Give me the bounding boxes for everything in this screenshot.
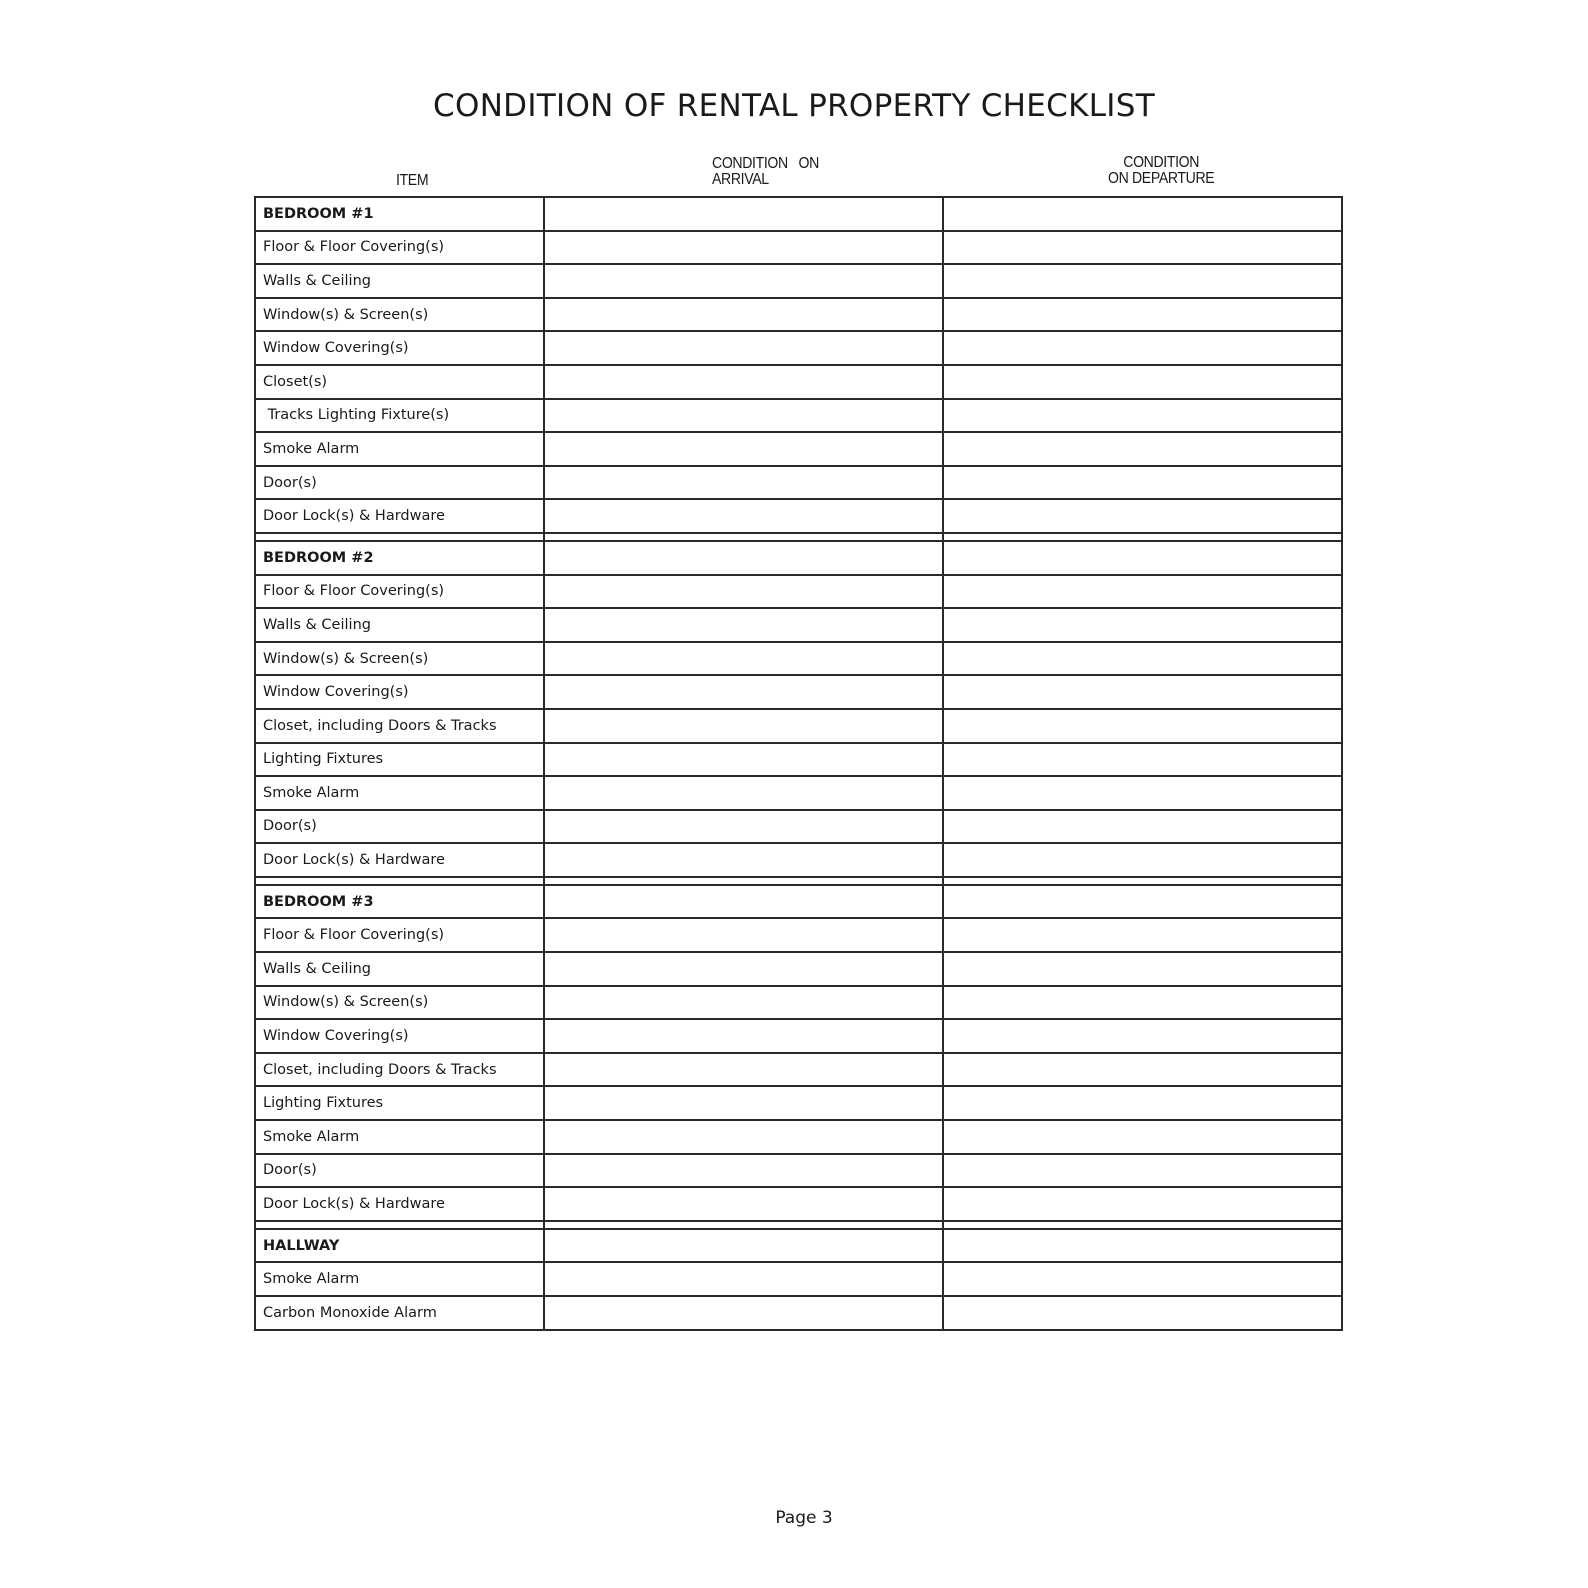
departure-cell[interactable] [943,499,1342,533]
table-row [255,986,1342,1020]
table-row [255,298,1342,332]
table-row [255,575,1342,609]
table-row [255,1154,1342,1188]
table-row [255,843,1342,877]
departure-cell[interactable] [943,1187,1342,1221]
table-row [255,1187,1342,1221]
item-label: Window(s) & Screen(s) [255,986,544,1020]
item-label: Closet, including Doors & Tracks [255,709,544,743]
arrival-cell[interactable] [544,918,943,952]
departure-cell[interactable] [943,709,1342,743]
table-row [255,466,1342,500]
divider-cell [544,877,943,885]
arrival-cell[interactable] [544,1120,943,1154]
arrival-cell[interactable] [544,952,943,986]
departure-cell[interactable] [943,466,1342,500]
item-label: Door(s) [255,810,544,844]
departure-cell[interactable] [943,399,1342,433]
table-row [255,1262,1342,1296]
table-row [255,608,1342,642]
section-divider [255,877,1342,885]
divider-cell [544,533,943,541]
departure-cell[interactable] [943,575,1342,609]
arrival-cell[interactable] [544,776,943,810]
section-heading-row [255,541,1342,575]
item-label: Window Covering(s) [255,1019,544,1053]
divider-cell [255,1221,544,1229]
column-header-arrival-line2: ARRIVAL [712,171,769,188]
departure-cell[interactable] [943,885,1342,919]
item-label: Window(s) & Screen(s) [255,642,544,676]
table-row [255,1296,1342,1330]
section-heading-row [255,197,1342,231]
departure-cell[interactable] [943,1154,1342,1188]
arrival-cell[interactable] [544,365,943,399]
arrival-cell[interactable] [544,986,943,1020]
departure-cell[interactable] [943,1262,1342,1296]
table-row [255,675,1342,709]
item-label: Lighting Fixtures [255,743,544,777]
table-row [255,264,1342,298]
departure-cell[interactable] [943,197,1342,231]
divider-cell [544,1221,943,1229]
table-row [255,776,1342,810]
arrival-cell[interactable] [544,231,943,265]
departure-cell[interactable] [943,1296,1342,1330]
item-label: Window Covering(s) [255,331,544,365]
departure-cell[interactable] [943,1053,1342,1087]
item-label: Window(s) & Screen(s) [255,298,544,332]
page-number: Page 3 [775,1508,833,1528]
arrival-cell[interactable] [544,1262,943,1296]
arrival-cell[interactable] [544,1296,943,1330]
item-label: Closet, including Doors & Tracks [255,1053,544,1087]
table-row [255,331,1342,365]
table-row [255,365,1342,399]
arrival-cell[interactable] [544,675,943,709]
column-header-departure [1108,155,1214,187]
departure-cell[interactable] [943,365,1342,399]
section-heading: BEDROOM #1 [255,197,544,231]
section-heading: BEDROOM #2 [255,541,544,575]
item-label: Window Covering(s) [255,675,544,709]
departure-cell[interactable] [943,1229,1342,1263]
divider-cell [943,877,1342,885]
item-label: Door Lock(s) & Hardware [255,1187,544,1221]
arrival-cell[interactable] [544,499,943,533]
table-row [255,1053,1342,1087]
column-header-departure-line1: CONDITION [1123,154,1200,171]
arrival-cell[interactable] [544,709,943,743]
section-heading: HALLWAY [255,1229,544,1263]
table-row [255,952,1342,986]
item-label: Door Lock(s) & Hardware [255,499,544,533]
departure-cell[interactable] [943,810,1342,844]
item-label: Walls & Ceiling [255,608,544,642]
departure-cell[interactable] [943,231,1342,265]
arrival-cell[interactable] [544,743,943,777]
arrival-cell[interactable] [544,575,943,609]
arrival-cell[interactable] [544,1086,943,1120]
table-row [255,743,1342,777]
table-row [255,499,1342,533]
item-label: Floor & Floor Covering(s) [255,231,544,265]
page-title: CONDITION OF RENTAL PROPERTY CHECKLIST [433,88,1155,124]
arrival-cell[interactable] [544,1154,943,1188]
item-label: Walls & Ceiling [255,264,544,298]
table-row [255,918,1342,952]
divider-cell [943,1221,1342,1229]
departure-cell[interactable] [943,743,1342,777]
section-divider [255,533,1342,541]
arrival-cell[interactable] [544,264,943,298]
divider-cell [255,533,544,541]
departure-cell[interactable] [943,1086,1342,1120]
departure-cell[interactable] [943,264,1342,298]
item-label: Door(s) [255,466,544,500]
departure-cell[interactable] [943,1019,1342,1053]
departure-cell[interactable] [943,298,1342,332]
item-label: Lighting Fixtures [255,1086,544,1120]
column-header-departure-line2: ON DEPARTURE [1108,170,1215,187]
departure-cell[interactable] [943,675,1342,709]
departure-cell[interactable] [943,986,1342,1020]
table-row [255,432,1342,466]
arrival-cell[interactable] [544,843,943,877]
item-label: Smoke Alarm [255,1262,544,1296]
table-row [255,1086,1342,1120]
section-heading: BEDROOM #3 [255,885,544,919]
item-label: Floor & Floor Covering(s) [255,575,544,609]
departure-cell[interactable] [943,331,1342,365]
arrival-cell[interactable] [544,298,943,332]
arrival-cell[interactable] [544,1187,943,1221]
column-header-arrival [712,156,819,188]
departure-cell[interactable] [943,608,1342,642]
item-label: Smoke Alarm [255,776,544,810]
item-label: Closet(s) [255,365,544,399]
departure-cell[interactable] [943,1120,1342,1154]
arrival-cell[interactable] [544,399,943,433]
divider-cell [255,877,544,885]
divider-cell [943,533,1342,541]
item-label: Smoke Alarm [255,1120,544,1154]
table-row [255,399,1342,433]
item-label: Door Lock(s) & Hardware [255,843,544,877]
item-label: Walls & Ceiling [255,952,544,986]
table-row [255,642,1342,676]
checklist-table [254,196,1343,1331]
departure-cell[interactable] [943,918,1342,952]
table-row [255,1019,1342,1053]
column-header-arrival-line1: CONDITION ON [712,155,819,172]
section-divider [255,1221,1342,1229]
departure-cell[interactable] [943,432,1342,466]
arrival-cell[interactable] [544,331,943,365]
arrival-cell[interactable] [544,1229,943,1263]
arrival-cell[interactable] [544,197,943,231]
item-label: Tracks Lighting Fixture(s) [255,399,544,433]
section-heading-row [255,885,1342,919]
table-row [255,231,1342,265]
table-row [255,810,1342,844]
arrival-cell[interactable] [544,1053,943,1087]
item-label: Floor & Floor Covering(s) [255,918,544,952]
arrival-cell[interactable] [544,466,943,500]
departure-cell[interactable] [943,843,1342,877]
arrival-cell[interactable] [544,1019,943,1053]
table-row [255,709,1342,743]
column-header-item [396,173,428,189]
arrival-cell[interactable] [544,608,943,642]
arrival-cell[interactable] [544,541,943,575]
arrival-cell[interactable] [544,642,943,676]
item-label: Carbon Monoxide Alarm [255,1296,544,1330]
departure-cell[interactable] [943,642,1342,676]
column-header-item-label: ITEM [396,172,429,189]
departure-cell[interactable] [943,776,1342,810]
arrival-cell[interactable] [544,885,943,919]
departure-cell[interactable] [943,541,1342,575]
section-heading-row [255,1229,1342,1263]
item-label: Smoke Alarm [255,432,544,466]
table-row [255,1120,1342,1154]
arrival-cell[interactable] [544,810,943,844]
departure-cell[interactable] [943,952,1342,986]
item-label: Door(s) [255,1154,544,1188]
arrival-cell[interactable] [544,432,943,466]
